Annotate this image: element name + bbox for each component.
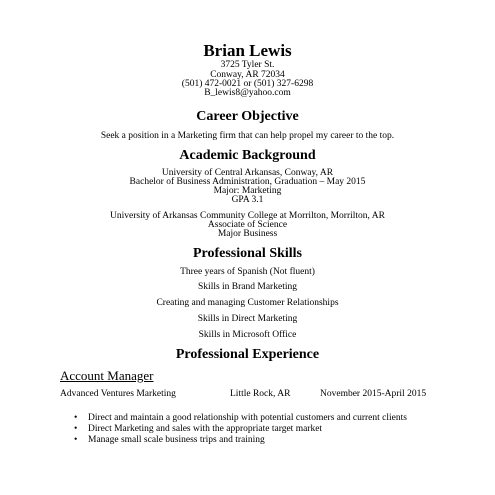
duty-text: Direct Marketing and sales with the appropriate target market bbox=[88, 424, 323, 434]
list-item bbox=[74, 413, 407, 424]
duty-text: Direct and maintain a good relationship with potential customers and current clients bbox=[88, 413, 407, 423]
academic-heading: Academic Background bbox=[179, 148, 316, 163]
email-address: B_lewis8@yahoo.com bbox=[204, 88, 291, 98]
job-dates: November 2015-April 2015 bbox=[320, 389, 427, 399]
skills-heading: Professional Skills bbox=[192, 246, 303, 261]
job-title: Account Manager bbox=[60, 368, 154, 383]
career-objective-heading: Career Objective bbox=[196, 109, 299, 124]
resume-name: Brian Lewis bbox=[203, 41, 292, 60]
list-item bbox=[74, 424, 407, 435]
experience-heading: Professional Experience bbox=[175, 347, 320, 362]
school1-gpa: GPA 3.1 bbox=[231, 195, 264, 205]
school1-major: Major: Marketing bbox=[213, 186, 282, 196]
list-item bbox=[74, 435, 407, 446]
company-name: Advanced Ventures Marketing bbox=[60, 389, 176, 399]
school1-name: University of Central Arkansas, Conway, AR bbox=[161, 168, 334, 178]
duty-text: Manage small scale business trips and training bbox=[88, 435, 265, 445]
skill-item: Creating and managing Customer Relationships bbox=[156, 298, 339, 308]
phone-numbers: (501) 472-0021 or (501) 327-6298 bbox=[181, 79, 314, 89]
skill-item: Skills in Direct Marketing bbox=[197, 314, 298, 324]
address-line-1: 3725 Tyler St. bbox=[220, 60, 275, 70]
school2-degree: Associate of Science bbox=[207, 220, 288, 230]
bullet-icon: • bbox=[74, 424, 78, 434]
bullet-icon: • bbox=[74, 435, 78, 445]
bullet-icon: • bbox=[74, 413, 78, 423]
address-line-2: Conway, AR 72034 bbox=[210, 70, 285, 80]
school2-name: University of Arkansas Community College at Morrilton, Morrilton, AR bbox=[110, 211, 385, 221]
job-duties-list bbox=[74, 413, 407, 446]
school1-degree: Bachelor of Business Administration, Graduation – May 2015 bbox=[129, 177, 366, 187]
skill-item: Three years of Spanish (Not fluent) bbox=[180, 267, 315, 277]
job-location: Little Rock, AR bbox=[230, 389, 291, 399]
skill-item: Skills in Microsoft Office bbox=[198, 330, 297, 340]
skill-item: Skills in Brand Marketing bbox=[198, 282, 297, 292]
school2-major: Major Business bbox=[217, 229, 278, 239]
career-objective-text: Seek a position in a Marketing firm that can help propel my career to the top. bbox=[100, 131, 395, 141]
